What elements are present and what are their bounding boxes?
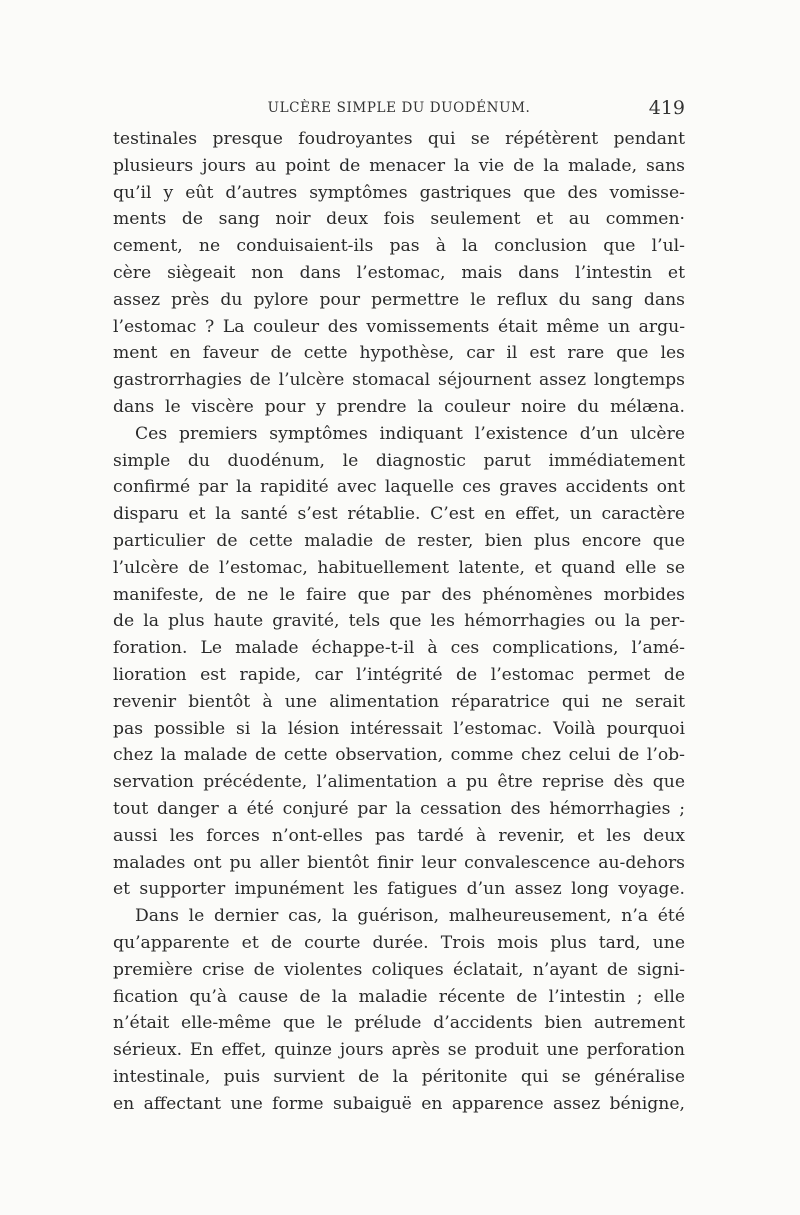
text-line: l’estomac ? La couleur des vomissements était même un argu-: [113, 316, 685, 337]
text-line: et supporter impunément les fatigues d’un assez long voyage.: [113, 879, 685, 900]
text-line: ments de sang noir deux fois seulement et au commen·: [113, 209, 685, 230]
text-line: testinales presque foudroyantes qui se répétèrent pendant: [113, 129, 685, 149]
text-line: cement, ne conduisaient-ils pas à la conclusion que l’ul-: [113, 236, 685, 257]
text-line: Ces premiers symptômes indiquant l’existence d’un ulcère: [135, 423, 685, 444]
text-line: qu’il y eût d’autres symptômes gastriques que des vomisse-: [113, 182, 685, 203]
text-line: gastrorrhagies de l’ulcère stomacal séjournent assez longtemps: [113, 370, 685, 391]
text-line: confirmé par la rapidité avec laquelle ces graves accidents ont: [113, 477, 685, 498]
page-number: 419: [648, 97, 685, 119]
text-line: de la plus haute gravité, tels que les hémorrhagies ou la per-: [113, 611, 685, 632]
text-line: aussi les forces n’ont-elles pas tardé à revenir, et les deux: [113, 825, 685, 846]
text-line: assez près du pylore pour permettre le reflux du sang dans: [113, 289, 685, 310]
text-line: plusieurs jours au point de menacer la vie de la malade, sans: [113, 155, 685, 176]
text-line: Dans le dernier cas, la guérison, malheureusement, n’a été: [135, 906, 685, 927]
text-line: ment en faveur de cette hypothèse, car il est rare que les: [113, 343, 685, 364]
text-line: en affectant une forme subaiguë en apparence assez bénigne,: [113, 1093, 685, 1114]
text-line: servation précédente, l’alimentation a pu être reprise dès que: [113, 772, 685, 793]
text-line: malades ont pu aller bientôt finir leur convalescence au-dehors: [113, 852, 685, 873]
text-line: particulier de cette maladie de rester, bien plus encore que: [113, 530, 685, 551]
text-line: l’ulcère de l’estomac, habituellement latente, et quand elle se: [113, 557, 685, 578]
text-line: lioration est rapide, car l’intégrité de l’estomac permet de: [113, 664, 685, 685]
text-line: sérieux. En effet, quinze jours après se produit une perforation: [113, 1040, 685, 1061]
text-line: intestinale, puis survient de la péritonite qui se généralise: [113, 1066, 685, 1087]
text-line: simple du duodénum, le diagnostic parut immédiatement: [113, 450, 685, 471]
text-line: manifeste, de ne le faire que par des phénomènes morbides: [113, 584, 685, 605]
text-line: disparu et la santé s’est rétablie. C’est en effet, un caractère: [113, 504, 685, 525]
text-line: pas possible si la lésion intéressait l’estomac. Voilà pourquoi: [113, 718, 685, 739]
text-line: fication qu’à cause de la maladie récente de l’intestin ; elle: [113, 986, 685, 1007]
running-head: [113, 97, 685, 122]
running-title: ULCÈRE SIMPLE DU DUODÉNUM.: [267, 100, 531, 116]
text-line: revenir bientôt à une alimentation réparatrice qui ne serait: [113, 691, 685, 712]
text-line: première crise de violentes coliques éclatait, n’ayant de signi-: [113, 959, 685, 980]
text-line: cère siègeait non dans l’estomac, mais dans l’intestin et: [113, 262, 685, 283]
text-line: foration. Le malade échappe-t-il à ces complications, l’amé-: [113, 638, 685, 659]
text-line: n’était elle-même que le prélude d’accidents bien autrement: [113, 1013, 685, 1034]
text-line: tout danger a été conjuré par la cessation des hémorrhagies ;: [113, 798, 685, 819]
text-line: chez la malade de cette observation, comme chez celui de l’ob-: [113, 745, 685, 766]
body-text: [113, 126, 685, 1117]
text-line: qu’apparente et de courte durée. Trois mois plus tard, une: [113, 932, 685, 953]
text-line: dans le viscère pour y prendre la couleur noire du mélæna.: [113, 396, 685, 417]
